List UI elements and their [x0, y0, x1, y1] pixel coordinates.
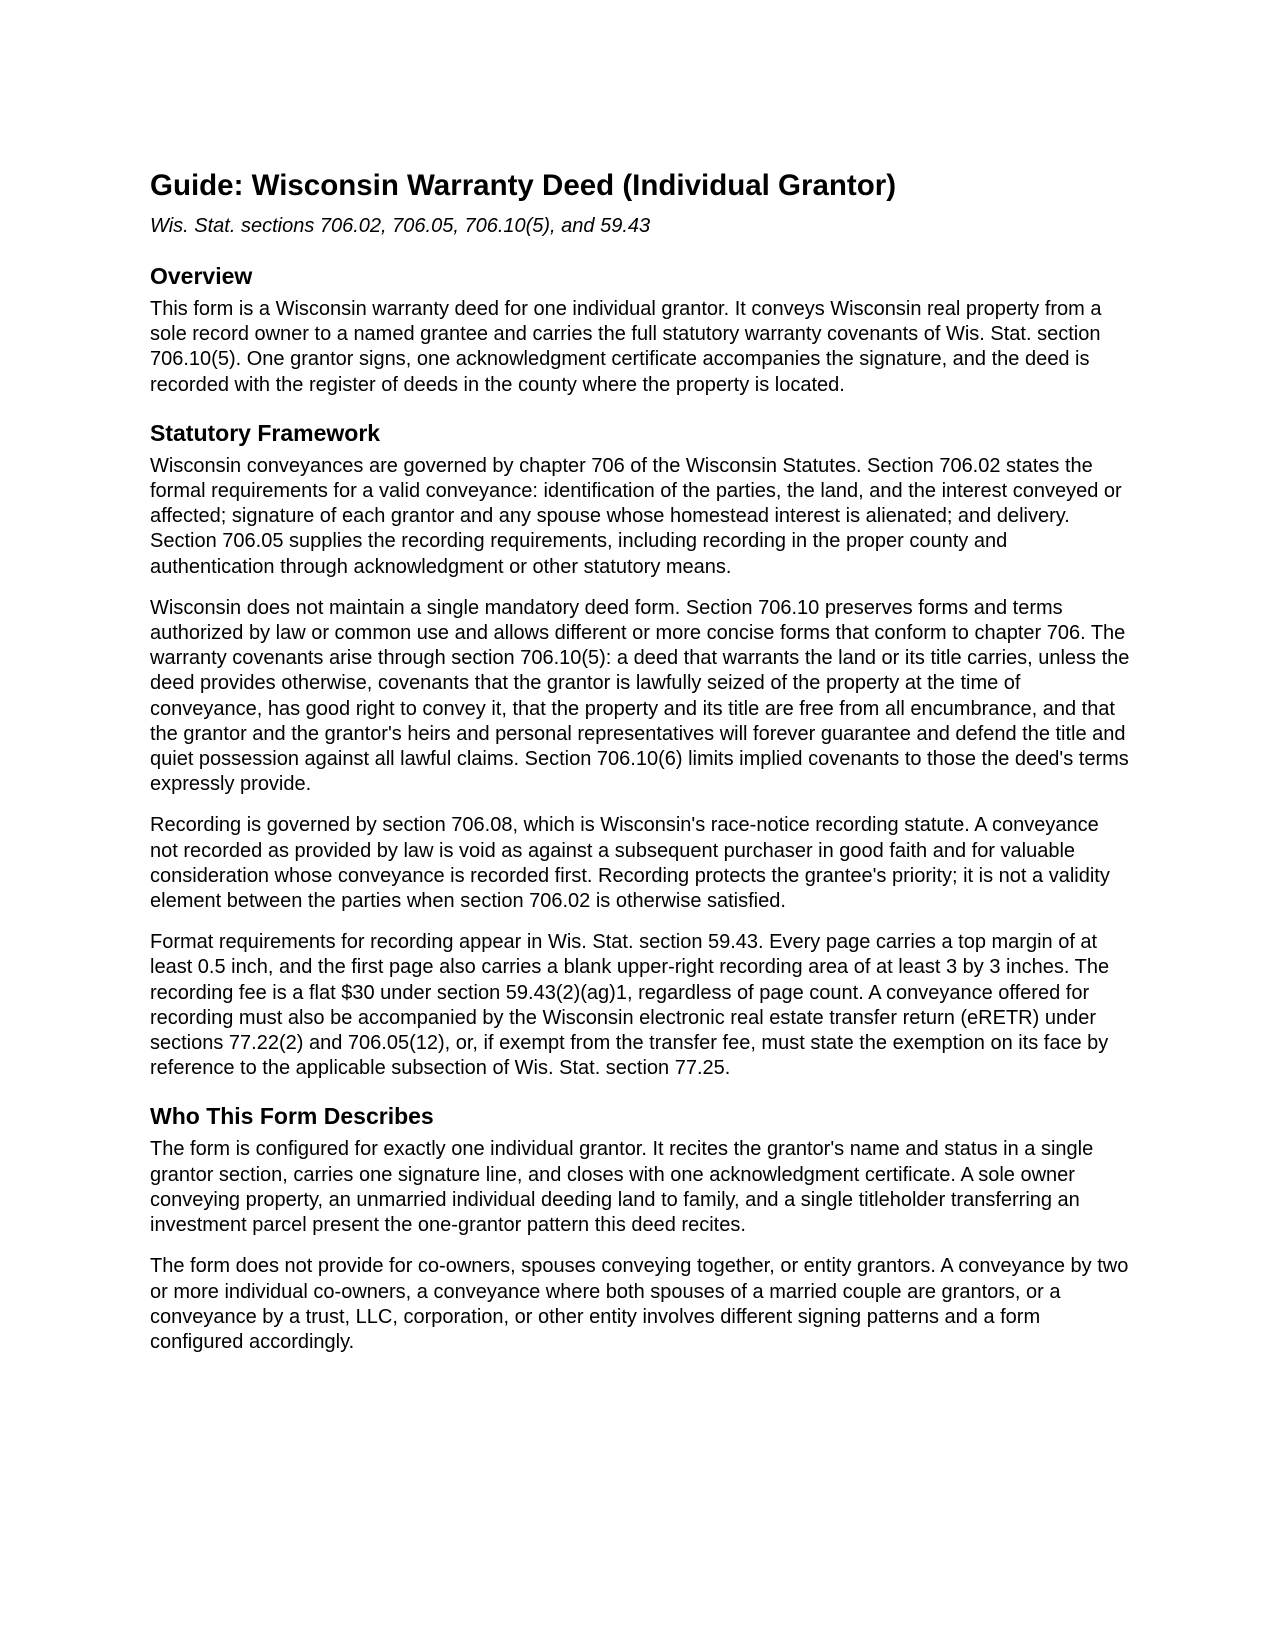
paragraph: This form is a Wisconsin warranty deed for one individual grantor. It conveys Wisconsin real property from a sole record owner to a named grantee and carries the full statutory warranty covenants of Wis. Stat. section 706.10(5). One grantor signs, one acknowledgment certificate accompanies the signature, and the deed is recorded with the register of deeds in the county where the property is located.: [150, 298, 1102, 396]
paragraph: The form is configured for exactly one individual grantor. It recites the grantor's name and status in a single grantor section, carries one signature line, and closes with one acknowledgment certificate. A sole owner conveying property, an unmarried individual deeding land to family, and a single titleholder transferring an investment parcel present the one-grantor pattern this deed recites.: [150, 1138, 1094, 1237]
section-heading: Overview: [150, 263, 253, 289]
paragraph: The form does not provide for co-owners, spouses conveying together, or entity grantors. A conveyance by two or more individual co-owners, a conveyance where both spouses of a married couple are grantors, or a conveyance by a trust, LLC, corporation, or other entity involves different signing patterns and a form configured accordingly.: [150, 1255, 1129, 1353]
section-who-this-form-describes: [150, 1101, 1130, 1355]
section-heading: Statutory Framework: [150, 419, 381, 446]
document-page: [150, 168, 1130, 1355]
paragraph: Recording is governed by section 706.08, which is Wisconsin's race-notice recording statute. A conveyance not recorded as provided by law is void as against a subsequent purchaser in good faith and for valuable consideration whose conveyance is recorded first. Recording protects the grantee's priority; it is not a validity element between the parties when section 706.02 is otherwise satisfied.: [150, 814, 1110, 913]
section-statutory-framework: [150, 418, 1130, 1082]
document-subtitle: Wis. Stat. sections 706.02, 706.05, 706.10(5), and 59.43: [150, 215, 651, 237]
paragraph: Format requirements for recording appear in Wis. Stat. section 59.43. Every page carries a top margin of at least 0.5 inch, and the first page also carries a blank upper-right recording area of at least 3 by 3 inches. The recording fee is a flat $30 under section 59.43(2)(ag)1, regardless of page count. A conveyance offered for recording must also be accompanied by the Wisconsin electronic real estate transfer return (eRETR) under sections 77.22(2) and 706.05(12), or, if exempt from the transfer fee, must state the exemption on its face by reference to the applicable subsection of Wis. Stat. section 77.25.: [150, 931, 1110, 1080]
document-title: Guide: Wisconsin Warranty Deed (Individual Grantor): [150, 169, 897, 202]
paragraph: Wisconsin does not maintain a single mandatory deed form. Section 706.10 preserves forms and terms authorized by law or common use and allows different or more concise forms that conform to chapter 706. The warranty covenants arise through section 706.10(5): a deed that warrants the land or its title carries, unless the deed provides otherwise, covenants that the grantor is lawfully seized of the property at the time of conveyance, has good right to convey it, that the property and its title are free from all encumbrance, and that the grantor and the grantor's heirs and personal representatives will forever guarantee and defend the title and quiet possession against all lawful claims. Section 706.10(6) limits implied covenants to those the deed's terms expressly provide.: [150, 596, 1130, 796]
section-heading: Who This Form Describes: [150, 1103, 434, 1130]
section-overview: [150, 261, 1130, 398]
paragraph: Wisconsin conveyances are governed by chapter 706 of the Wisconsin Statutes. Section 706.02 states the formal requirements for a valid conveyance: identification of the parties, the land, and the interest conveyed or affected; signature of each grantor and any spouse whose homestead interest is alienated; and delivery. Section 706.05 supplies the recording requirements, including recording in the proper county and authentication through acknowledgment or other statutory means.: [150, 454, 1122, 578]
